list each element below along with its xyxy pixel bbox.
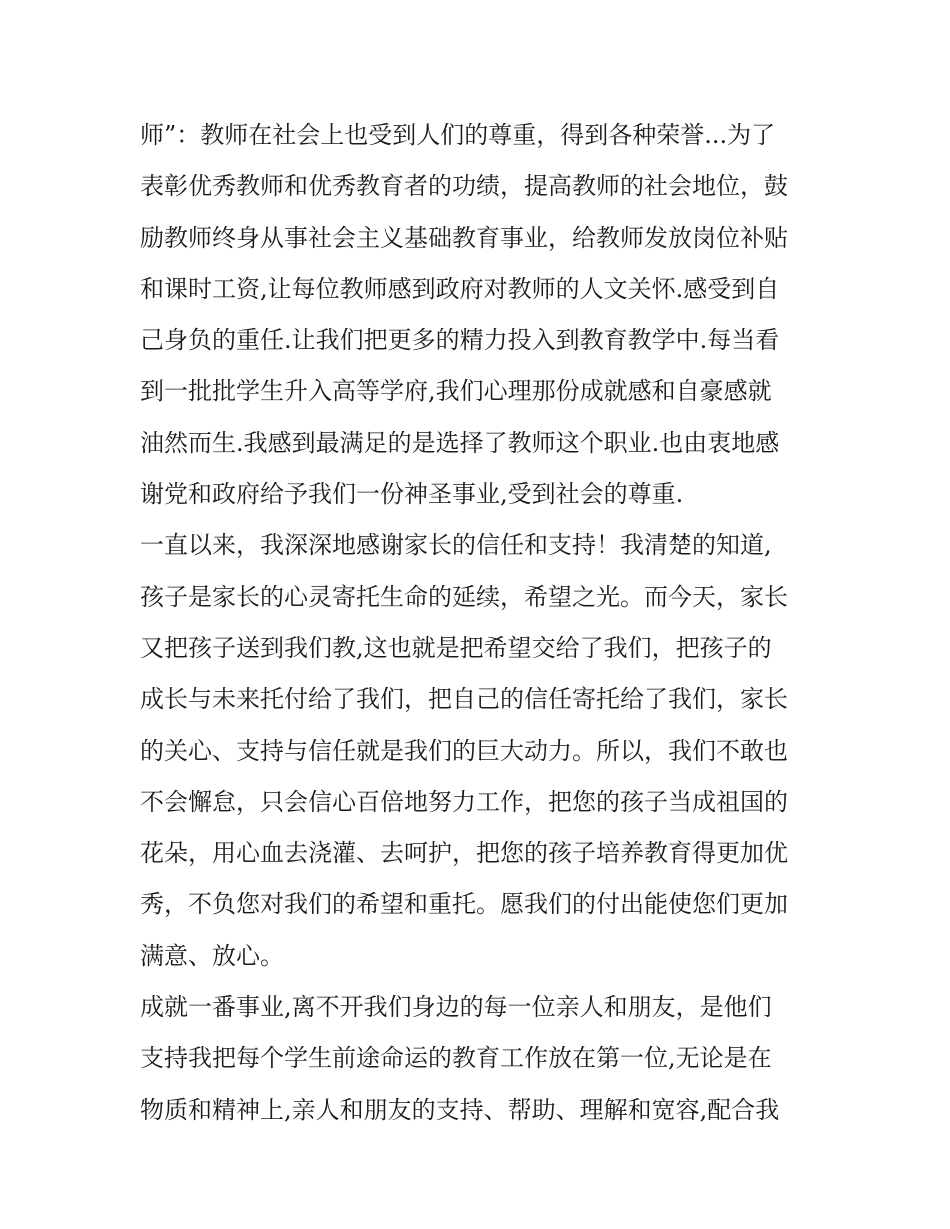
text-line: 花朵，用心血去浇灌、去呵护，把您的孩子培养教育得更加优 xyxy=(140,839,788,868)
text-line: 成就一番事业,离不开我们身边的每一位亲人和朋友，是他们 xyxy=(140,993,772,1022)
text-line: 秀，不负您对我们的希望和重托。愿我们的付出能使您们更加 xyxy=(140,890,788,919)
document-body xyxy=(140,110,820,1136)
text-line: 满意、放心。 xyxy=(140,941,284,970)
text-line: 不会懈怠，只会信心百倍地努力工作，把您的孩子当成祖国的 xyxy=(140,787,788,816)
text-line: 励教师终身从事社会主义基础教育事业，给教师发放岗位补贴 xyxy=(140,223,788,252)
text-line: 的关心、支持与信任就是我们的巨大动力。所以，我们不敢也 xyxy=(140,736,788,765)
text-line: 孩子是家长的心灵寄托生命的延续，希望之光。而今天，家长 xyxy=(140,582,788,611)
text-line: 师”：教师在社会上也受到人们的尊重，得到各种荣誉...为了 xyxy=(140,121,776,149)
text-line: 支持我把每个学生前途命运的教育工作放在第一位,无论是在 xyxy=(140,1044,772,1073)
text-line: 己身负的重任.让我们把更多的精力投入到教育教学中.每当看 xyxy=(140,326,780,355)
text-line: 成长与未来托付给了我们，把自己的信任寄托给了我们，家长 xyxy=(140,685,788,714)
text-line: 表彰优秀教师和优秀教育者的功绩，提高教师的社会地位，鼓 xyxy=(140,172,788,201)
text-line: 油然而生.我感到最满足的是选择了教师这个职业.也由衷地感 xyxy=(140,428,780,457)
text-line: 又把孩子送到我们教,这也就是把希望交给了我们，把孩子的 xyxy=(140,633,772,662)
text-line: 到一批批学生升入高等学府,我们心理那份成就感和自豪感就 xyxy=(140,377,772,406)
text-line: 物质和精神上,亲人和朋友的支持、帮助、理解和宽容,配合我 xyxy=(140,1095,780,1124)
text-line: 谢党和政府给予我们一份神圣事业,受到社会的尊重. xyxy=(140,480,684,509)
text-line: 和课时工资,让每位教师感到政府对教师的人文关怀.感受到自 xyxy=(140,274,780,303)
text-line: 一直以来，我深深地感谢家长的信任和支持！我清楚的知道, xyxy=(140,531,772,560)
